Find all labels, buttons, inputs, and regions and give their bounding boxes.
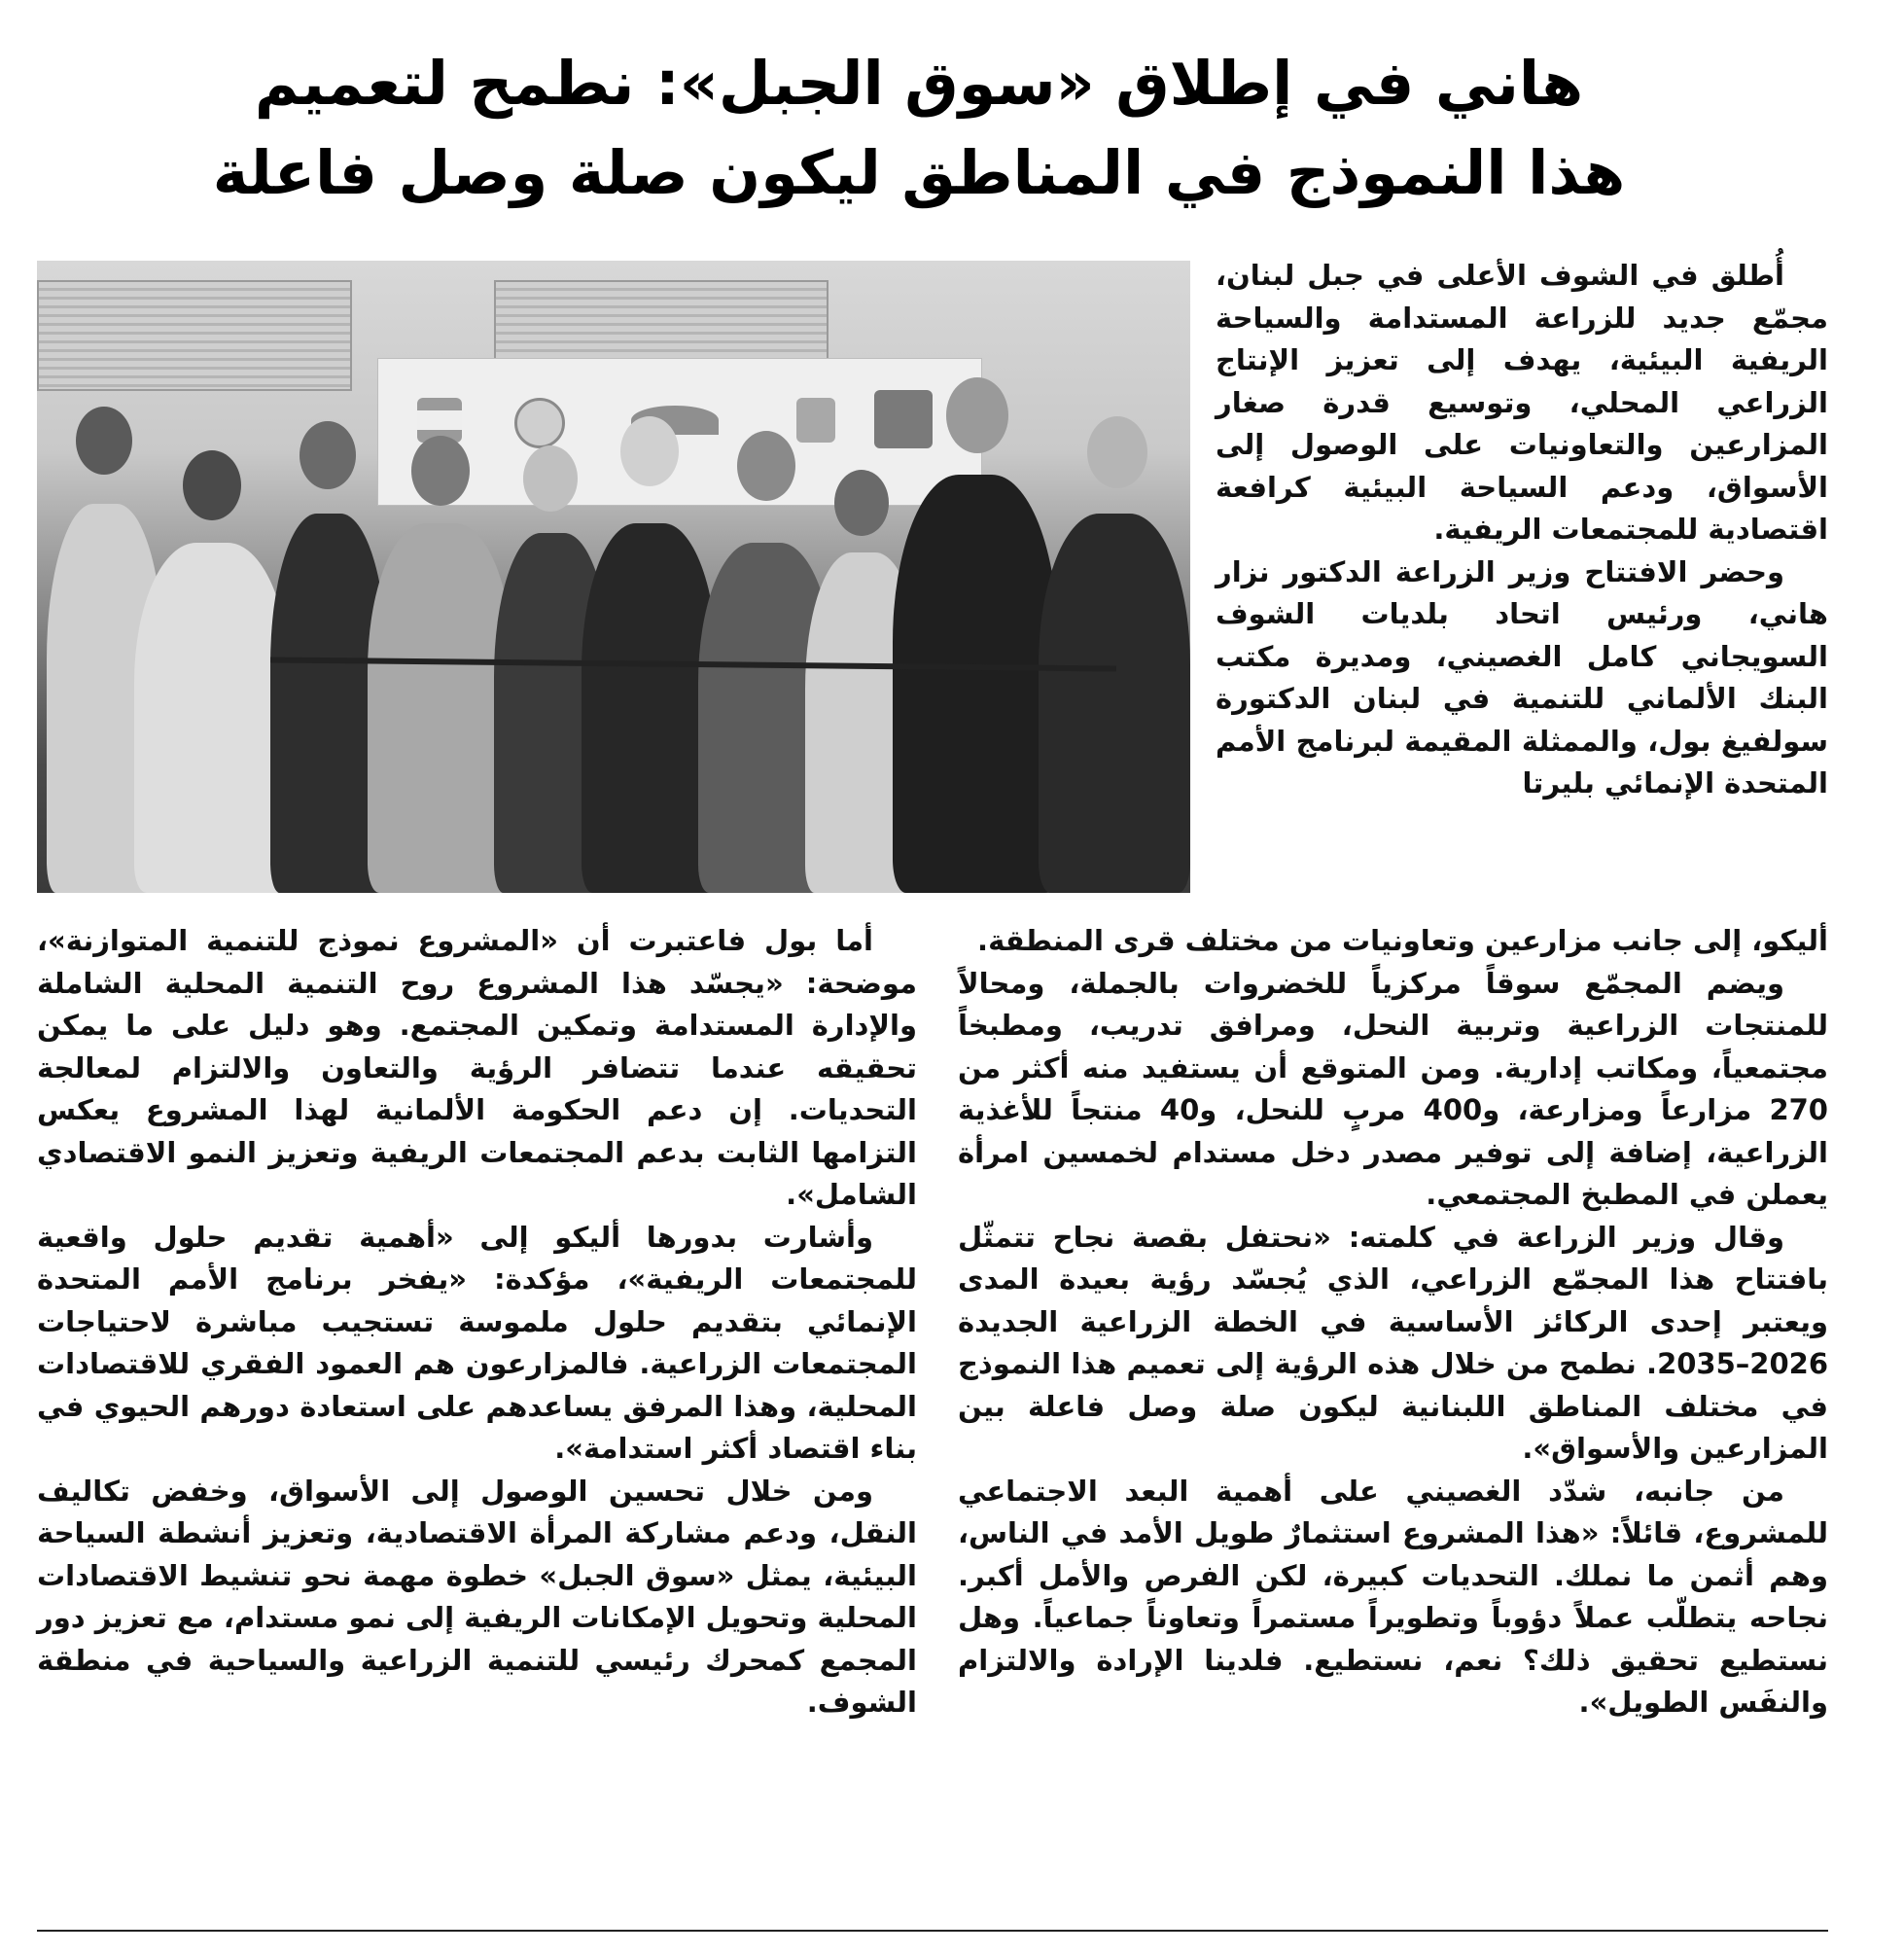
paragraph: ومن خلال تحسين الوصول إلى الأسواق، وخفض تكاليف النقل، ودعم مشاركة المرأة الاقتصادية، وتعزيز أنشطة السياحة البيئية، يمثل «سوق الجبل» خطوة مهمة نحو تنشيط الاقتصادات المحلية وتحويل الإمكانات الريفية إلى نمو مستدام، مع تعزيز دور المجمع كمحرك رئيسي للتنمية الزراعية والسياحية في منطقة الشوف. <box>37 1474 917 1719</box>
person-2-head <box>183 450 241 520</box>
paragraph: أليكو، إلى جانب مزارعين وتعاونيات من مختلف قرى المنطقة. <box>977 924 1828 957</box>
paragraph: وحضر الافتتاح وزير الزراعة الدكتور نزار هاني، ورئيس اتحاد بلديات الشوف السويجاني كامل الغصيني، ومديرة مكتب البنك الألماني للتنمية في لبنان الدكتورة سولفيغ بول، والممثلة المقيمة لبرنامج الأمم المتحدة الإنمائي بليرتا <box>1216 554 1828 800</box>
paragraph: وقال وزير الزراعة في كلمته: «نحتفل بقصة نجاح تتمثّل بافتتاح هذا المجمّع الزراعي، الذي يُجسّد رؤية بعيدة المدى ويعتبر إحدى الركائز الأساسية في الخطة الزراعية الجديدة 2026–2035. نطمح من خلال هذه الرؤية إلى تعميم هذا النموذج في مختلف المناطق اللبنانية ليكون صلة وصل فاعلة بين المزارعين والأسواق». <box>958 1220 1828 1465</box>
person-9-head <box>946 377 1008 453</box>
sponsor-banner <box>377 358 982 506</box>
paragraph: من جانبه، شدّد الغصيني على أهمية البعد الاجتماعي للمشروع، قائلاً: «هذا المشروع استثمارٌ طويل الأمد في الناس، وهم أثمن ما نملك. التحديات كبيرة، لكن الفرص والأمل أكبر. نجاحه يتطلّب عملاً دؤوباً وتطويراً مستمراً وتعاوناً جماعياً. وهل نستطيع تحقيق ذلك؟ نعم، نستطيع. فلدينا الإرادة والالتزام والنفَس الطويل». <box>958 1474 1828 1719</box>
ribbon-cutting-photo <box>37 261 1190 893</box>
kfw-logo-icon <box>796 398 835 443</box>
person-3-head <box>300 421 356 489</box>
person-9 <box>893 475 1058 893</box>
column-left <box>37 920 917 1724</box>
person-6 <box>582 523 718 893</box>
person-8-head <box>834 470 889 536</box>
rolling-shutter-left <box>37 280 352 391</box>
paragraph: وأشارت بدورها أليكو إلى «أهمية تقديم حلول واقعية للمجتمعات الريفية»، مؤكدة: «يفخر برنامج الأمم المتحدة الإنمائي بتقديم حلول ملموسة تستجيب مباشرة لاحتياجات المجتمعات الزراعية. فالمزارعون هم العمود الفقري للاقتصادات المحلية، وهذا المرفق يساعدهم على استعادة دورهم الحيوي في بناء اقتصاد أكثر استدامة». <box>37 1220 917 1465</box>
paragraph: ويضم المجمّع سوقاً مركزياً للخضروات بالجملة، ومحالاً للمنتجات الزراعية وتربية النحل، ومرافق تدريب، ومطبخاً مجتمعياً، ومكاتب إدارية. ومن المتوقع أن يستفيد منه أكثر من 270 مزارعاً ومزارعة، و400 مربٍ للنحل، و40 منتجاً للأغذية الزراعية، إضافة إلى توفير مصدر دخل مستدام لخمسين امرأة يعملن في المطبخ المجتمعي. <box>958 966 1828 1211</box>
headline-line-2: هذا النموذج في المناطق ليكون صلة وصل فاعلة <box>212 137 1626 208</box>
column-right-top <box>1216 255 1828 805</box>
person-7-head <box>737 431 795 501</box>
headline-line-1: هاني في إطلاق «سوق الجبل»: نطمح لتعميم <box>254 48 1584 119</box>
paragraph: أما بول فاعتبرت أن «المشروع نموذج للتنمية المتوازنة»، موضحة: «يجسّد هذا المشروع روح التنمية المحلية الشاملة والإدارة المستدامة وتمكين المجتمع. وهو دليل على ما يمكن تحقيقه عندما تتضافر الرؤية والتعاون والالتزام لمعالجة التحديات. إن دعم الحكومة الألمانية لهذا المشروع يعكس التزامها الثابت بدعم المجتمعات الريفية وتعزيز النمو الاقتصادي الشامل». <box>37 924 917 1211</box>
headline <box>107 39 1731 218</box>
ministry-logo-icon <box>514 398 565 448</box>
person-2 <box>134 543 290 893</box>
person-5-head <box>523 445 578 512</box>
person-6-head <box>620 416 679 486</box>
person-1-head <box>76 407 132 475</box>
person-10 <box>1039 514 1190 893</box>
person-10-head <box>1087 416 1147 488</box>
undp-logo-icon <box>874 390 933 448</box>
column-right-bottom <box>958 920 1828 1724</box>
bottom-divider <box>37 1930 1828 1932</box>
person-4-head <box>411 436 470 506</box>
person-4 <box>368 523 513 893</box>
paragraph: أُطلق في الشوف الأعلى في جبل لبنان، مجمّع جديد للزراعة المستدامة والسياحة الريفية البيئية، يهدف إلى تعزيز الإنتاج الزراعي المحلي، وتوسيع قدرة صغار المزارعين والتعاونيات على الوصول إلى الأسواق، ودعم السياحة البيئية كرافعة اقتصادية للمجتمعات الريفية. <box>1216 259 1828 546</box>
